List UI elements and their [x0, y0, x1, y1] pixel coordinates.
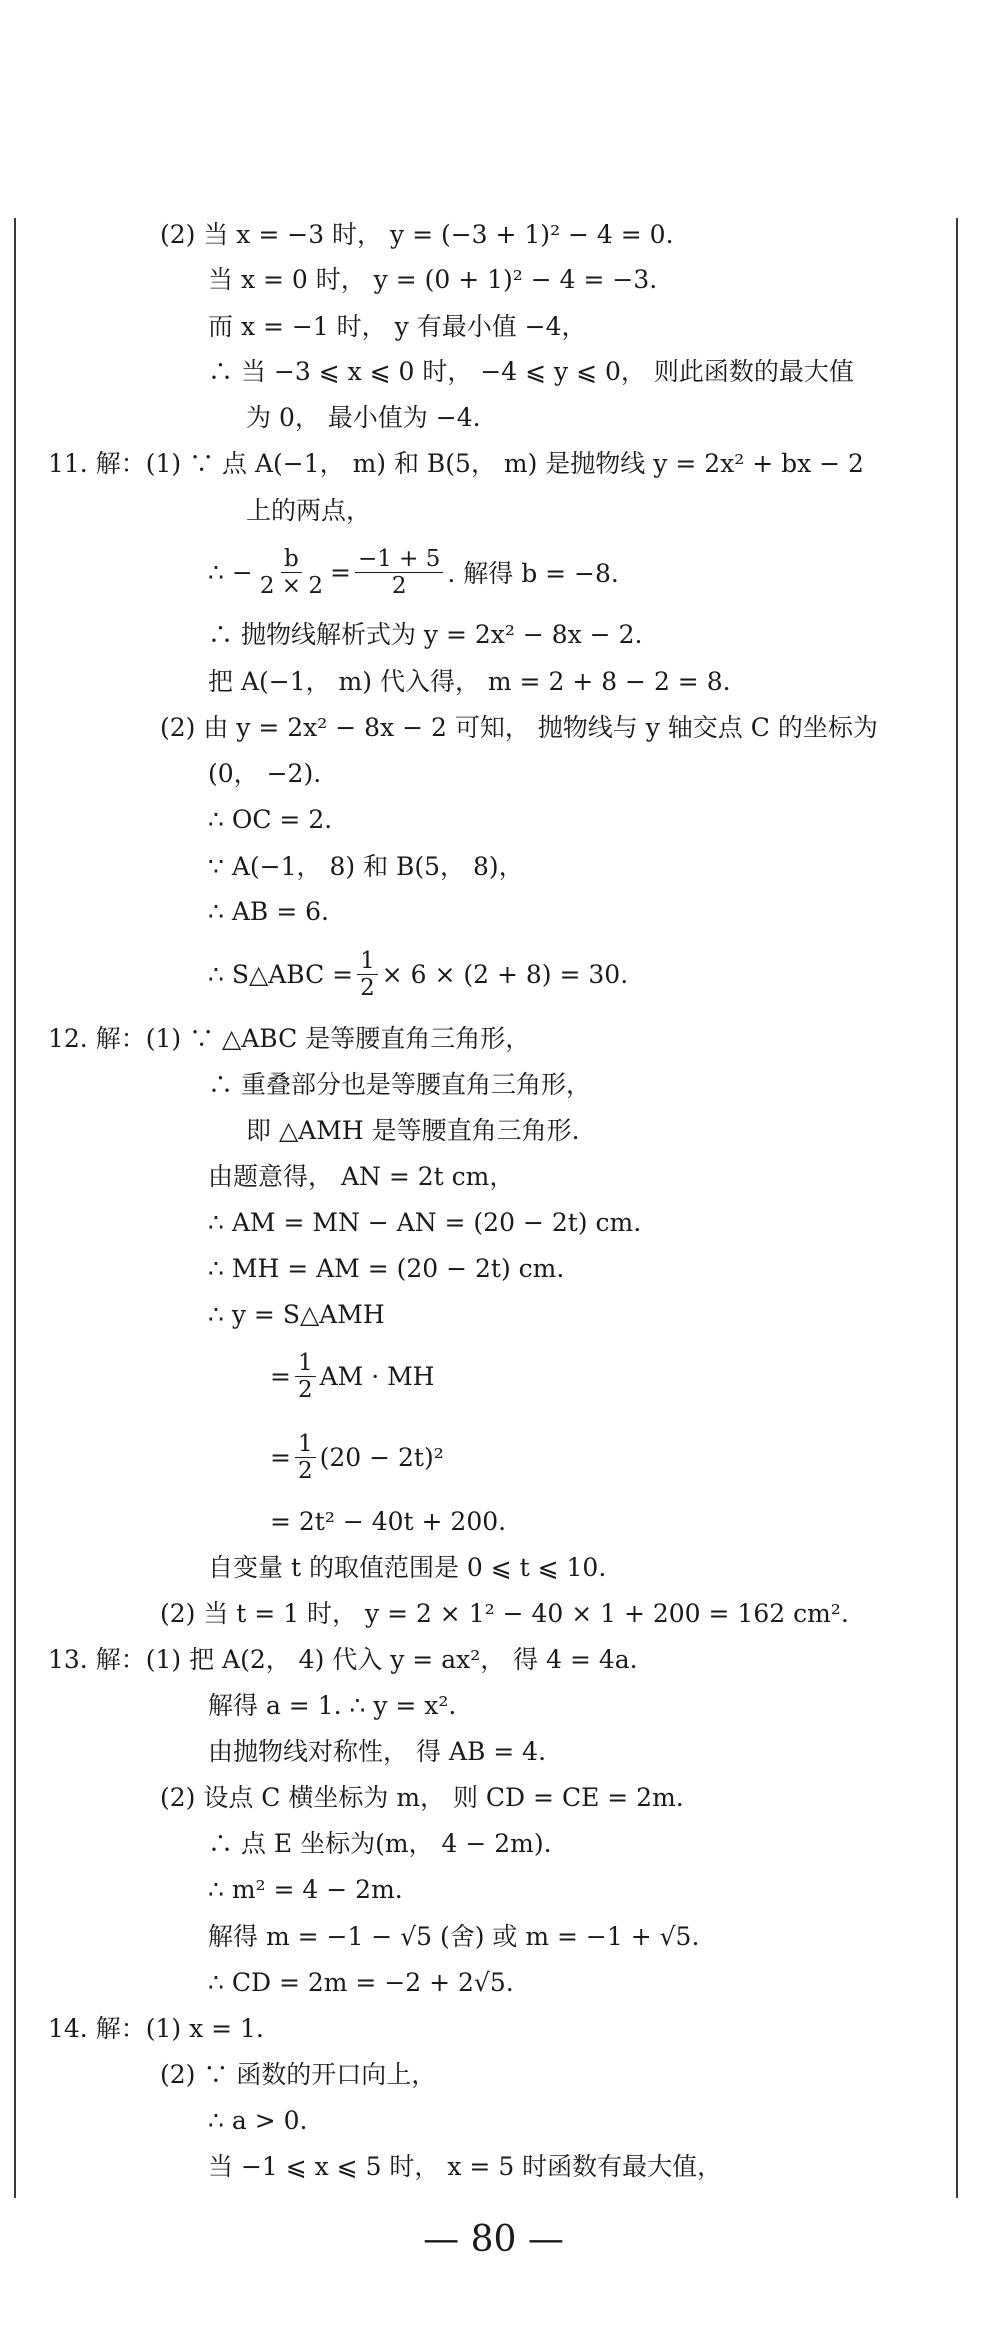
problem-12-start: 12. 解：(1) ∵ △ABC 是等腰直角三角形，: [48, 1024, 531, 1053]
text-fragment: . 解得 b = −8.: [447, 559, 619, 588]
text-fragment: =: [329, 557, 351, 587]
text-line: (0， −2).: [208, 759, 322, 788]
text-line: (2) 当 x = −3 时， y = (−3 + 1)² − 4 = 0.: [160, 220, 674, 249]
text-line: 而 x = −1 时， y 有最小值 −4，: [208, 312, 587, 341]
numerator: 1: [357, 948, 378, 975]
fraction-line: [208, 942, 628, 1006]
text-line: 为 0， 最小值为 −4.: [246, 403, 481, 432]
fraction: [355, 546, 443, 599]
text-fragment: (20 − 2t)²: [319, 1442, 444, 1472]
text-line: 当 x = 0 时， y = (0 + 1)² − 4 = −3.: [208, 265, 658, 294]
text-line: ∴ OC = 2.: [208, 805, 333, 834]
text-line: ∴ AB = 6.: [208, 897, 329, 926]
text-line: (2) ∵ 函数的开口向上，: [160, 2060, 437, 2089]
text-line: 把 A(−1， m) 代入得， m = 2 + 8 − 2 = 8.: [208, 667, 731, 696]
text-line: ∴ a > 0.: [208, 2106, 308, 2135]
problem-14-start: 14. 解：(1) x = 1.: [48, 2014, 264, 2043]
text-fragment: AM · MH: [319, 1361, 435, 1391]
text-line: (2) 设点 C 横坐标为 m， 则 CD = CE = 2m.: [160, 1783, 684, 1812]
fraction: [257, 546, 326, 599]
text-line: 由抛物线对称性， 得 AB = 4.: [208, 1737, 547, 1766]
left-margin-line: [14, 218, 16, 2198]
text-line: ∴ 点 E 坐标为(m， 4 − 2m).: [208, 1829, 552, 1858]
text-line: (2) 当 t = 1 时， y = 2 × 1² − 40 × 1 + 200 = 162 cm².: [160, 1599, 849, 1628]
text-line: ∴ 当 −3 ⩽ x ⩽ 0 时， −4 ⩽ y ⩽ 0， 则此函数的最大值: [208, 357, 854, 386]
denominator: 2: [297, 1376, 313, 1403]
denominator: 2: [297, 1457, 313, 1484]
text-line: 当 −1 ⩽ x ⩽ 5 时， x = 5 时函数有最大值，: [208, 2152, 723, 2181]
denominator: 2: [360, 974, 375, 1001]
text-line: 自变量 t 的取值范围是 0 ⩽ t ⩽ 10.: [208, 1553, 607, 1582]
text-line: ∴ AM = MN − AN = (20 − 2t) cm.: [208, 1208, 642, 1237]
fraction: [357, 948, 378, 1001]
text-line: ∴ MH = AM = (20 − 2t) cm.: [208, 1254, 565, 1283]
fraction: [295, 1350, 316, 1403]
text-line: ∴ m² = 4 − 2m.: [208, 1875, 403, 1904]
text-line: 即 △AMH 是等腰直角三角形.: [246, 1116, 580, 1145]
text-line: ∴ CD = 2m = −2 + 2√5.: [208, 1968, 514, 1997]
denominator: 2 × 2: [259, 572, 323, 599]
numerator: 1: [295, 1431, 316, 1458]
text-fragment: ∴ −: [208, 557, 253, 587]
fraction-line: [270, 1425, 444, 1489]
text-line: ∴ y = S△AMH: [208, 1300, 385, 1329]
fraction: [295, 1431, 316, 1484]
numerator: b: [281, 546, 302, 573]
fraction-line: [208, 540, 619, 604]
text-line: 由题意得， AN = 2t cm，: [208, 1162, 515, 1191]
text-line: (2) 由 y = 2x² − 8x − 2 可知， 抛物线与 y 轴交点 C 的坐标为: [160, 713, 878, 742]
text-line: ∵ A(−1， 8) 和 B(5， 8)，: [208, 852, 524, 881]
page-number: — 80 —: [423, 2219, 564, 2260]
text-line: = 2t² − 40t + 200.: [270, 1507, 507, 1536]
text-line: 解得 a = 1. ∴ y = x².: [208, 1691, 457, 1720]
problem-11-start: 11. 解：(1) ∵ 点 A(−1， m) 和 B(5， m) 是抛物线 y = 2x² + bx − 2: [48, 449, 864, 478]
text-line: ∴ 抛物线解析式为 y = 2x² − 8x − 2.: [208, 620, 643, 649]
text-line: 解得 m = −1 − √5 (舍) 或 m = −1 + √5.: [208, 1922, 700, 1951]
text-fragment: =: [270, 1361, 291, 1391]
text-line: 上的两点，: [246, 496, 372, 525]
text-line: ∴ 重叠部分也是等腰直角三角形，: [208, 1070, 591, 1099]
right-margin-line: [956, 218, 958, 2198]
numerator: −1 + 5: [355, 546, 443, 573]
denominator: 2: [391, 572, 407, 599]
text-fragment: × 6 × (2 + 8) = 30.: [381, 959, 629, 989]
text-fragment: =: [270, 1442, 291, 1472]
fraction-line: [270, 1344, 435, 1408]
text-fragment: ∴ S△ABC =: [208, 959, 354, 989]
numerator: 1: [295, 1350, 316, 1377]
problem-13-start: 13. 解：(1) 把 A(2， 4) 代入 y = ax²， 得 4 = 4a.: [48, 1645, 638, 1674]
